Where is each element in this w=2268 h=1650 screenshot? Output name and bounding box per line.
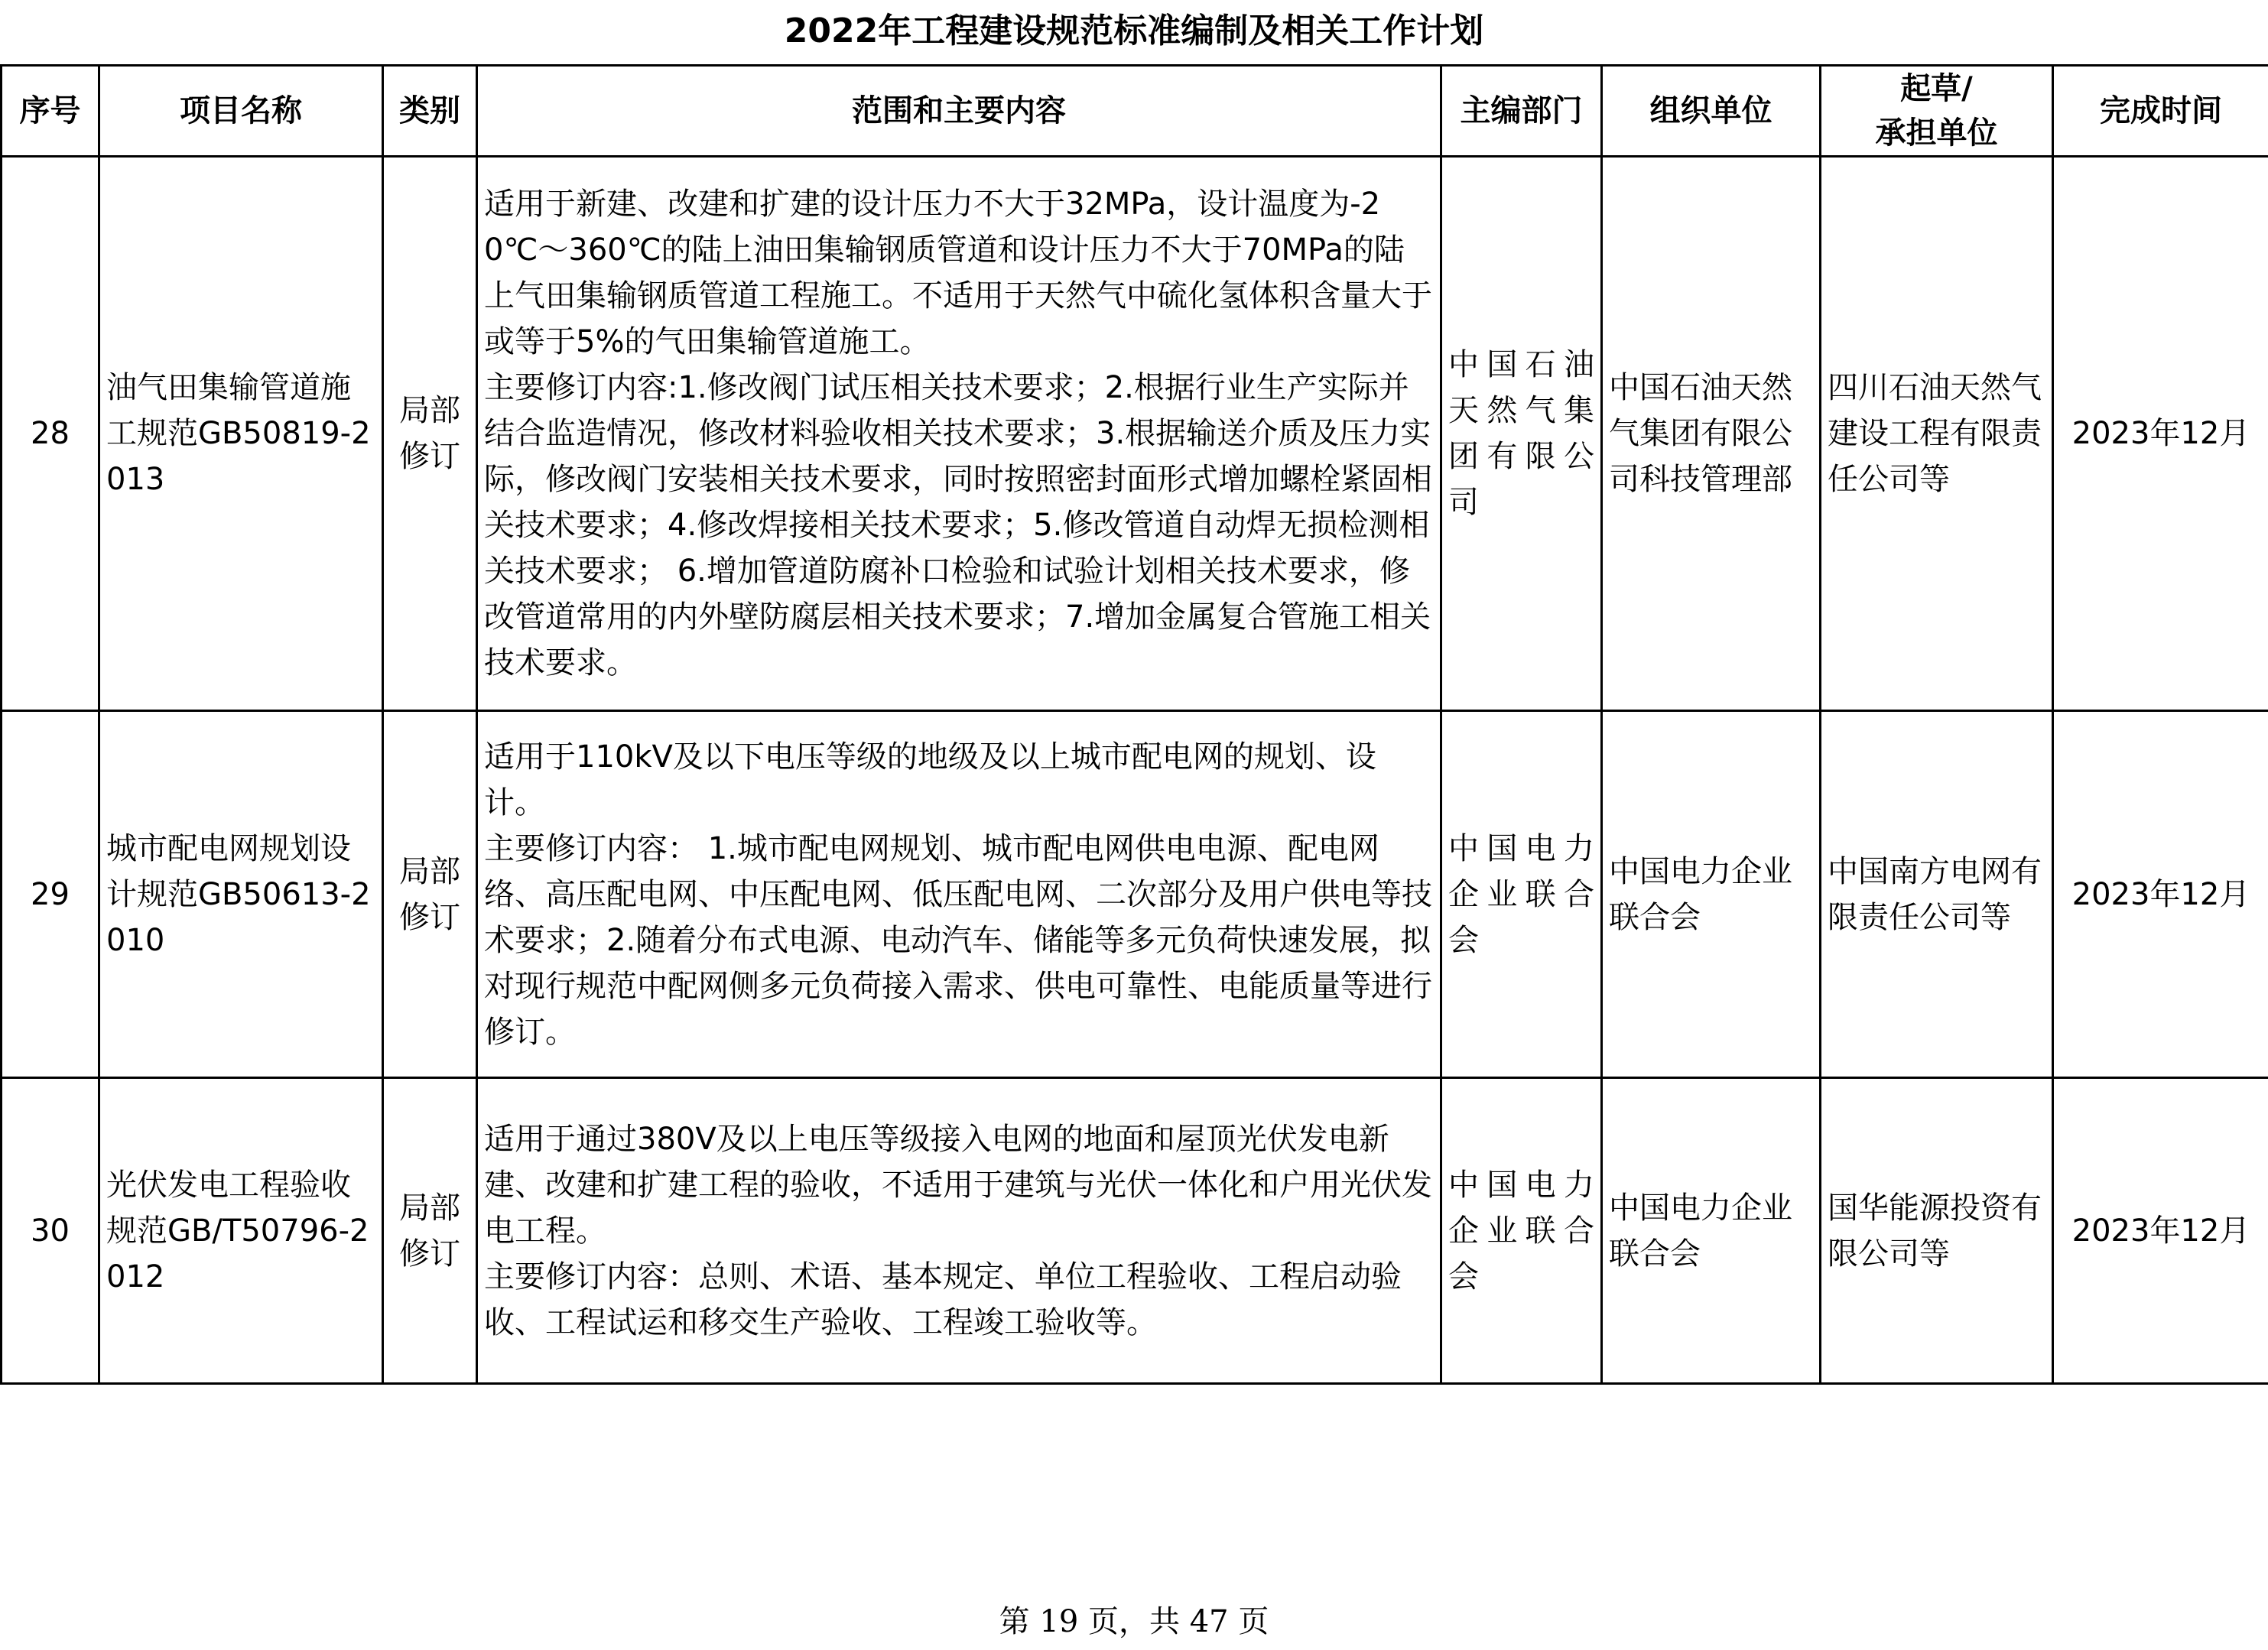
row-category: 局部修订 [383, 1078, 477, 1384]
row-scope-applicability: 适用于新建、改建和扩建的设计压力不大于32MPa，设计温度为-20℃～360℃的陆上油田集输钢质管道和设计压力不大于70MPa的陆上气田集输钢质管道工程施工。不适用于天然气中硫化氢体积含量大于或等于5%的气田集输管道施工。 [484, 187, 1432, 359]
row-project-name: 光伏发电工程验收规范GB/T50796-2012 [99, 1078, 383, 1384]
header-org: 组织单位 [1602, 66, 1821, 157]
row-drafter: 四川石油天然气建设工程有限责任公司等 [1821, 157, 2053, 711]
row-scope-revisions: 主要修订内容：总则、术语、基本规定、单位工程验收、工程启动验收、工程试运和移交生产验收、工程竣工验收等。 [484, 1259, 1402, 1340]
header-name: 项目名称 [99, 66, 383, 157]
row-drafter: 国华能源投资有限公司等 [1821, 1078, 2053, 1384]
header-drafter-line1: 起草/ [1900, 71, 1973, 106]
row-project-name: 城市配电网规划设计规范GB50613-2010 [99, 711, 383, 1078]
row-scope [477, 1078, 1441, 1384]
header-date: 完成时间 [2053, 66, 2268, 157]
row-completion-date: 2023年12月 [2053, 1078, 2268, 1384]
row-org-unit: 中国石油天然气集团有限公司科技管理部 [1602, 157, 1821, 711]
row-scope-revisions: 主要修订内容： 1.城市配电网规划、城市配电网供电电源、配电网络、高压配电网、中压配电网、低压配电网、二次部分及用户供电等技术要求；2.随着分布式电源、电动汽车、储能等多元负荷快速发展，拟对现行规范中配网侧多元负荷接入需求、供电可靠性、电能质量等进行修订。 [484, 830, 1432, 1050]
row-no: 30 [2, 1078, 99, 1384]
row-completion-date: 2023年12月 [2053, 157, 2268, 711]
row-chief-dept: 中国电力企业联合会 [1441, 1078, 1602, 1384]
row-category: 局部修订 [383, 157, 477, 711]
row-scope-revisions: 主要修订内容:1.修改阀门试压相关技术要求；2.根据行业生产实际并结合监造情况，修改材料验收相关技术要求；3.根据输送介质及压力实际，修改阀门安装相关技术要求，同时按照密封面形式增加螺栓紧固相关技术要求；4.修改焊接相关技术要求；5.修改管道自动焊无损检测相关技术要求； 6.增加管道防腐补口检验和试验计划相关技术要求，修改管道常用的内外壁防腐层相关技术要求；7.增加金属复合管施工相关技术要求。 [484, 370, 1432, 680]
table-row [2, 157, 2268, 711]
header-drafter [1821, 66, 2053, 157]
table-row [2, 711, 2268, 1078]
header-no: 序号 [2, 66, 99, 157]
row-category: 局部修订 [383, 711, 477, 1078]
row-no: 29 [2, 711, 99, 1078]
row-scope [477, 711, 1441, 1078]
row-chief-dept: 中国石油天然气集团有限公司 [1441, 157, 1602, 711]
row-chief-dept: 中国电力企业联合会 [1441, 711, 1602, 1078]
page-title: 2022年工程建设规范标准编制及相关工作计划 [784, 11, 1484, 50]
row-scope-applicability: 适用于110kV及以下电压等级的地级及以上城市配电网的规划、设计。 [484, 739, 1376, 820]
row-org-unit: 中国电力企业联合会 [1602, 711, 1821, 1078]
header-category: 类别 [383, 66, 477, 157]
page-footer: 第 19 页，共 47 页 [999, 1604, 1269, 1639]
header-dept: 主编部门 [1441, 66, 1602, 157]
header-drafter-line2: 承担单位 [1875, 115, 1998, 151]
row-org-unit: 中国电力企业联合会 [1602, 1078, 1821, 1384]
header-scope: 范围和主要内容 [477, 66, 1441, 157]
row-completion-date: 2023年12月 [2053, 711, 2268, 1078]
plan-table [0, 64, 2268, 1385]
row-scope [477, 157, 1441, 711]
table-row [2, 1078, 2268, 1384]
row-scope-applicability: 适用于通过380V及以上电压等级接入电网的地面和屋顶光伏发电新建、改建和扩建工程的验收，不适用于建筑与光伏一体化和户用光伏发电工程。 [484, 1121, 1432, 1249]
row-drafter: 中国南方电网有限责任公司等 [1821, 711, 2053, 1078]
row-no: 28 [2, 157, 99, 711]
row-project-name: 油气田集输管道施工规范GB50819-2013 [99, 157, 383, 711]
header-row [2, 66, 2268, 157]
